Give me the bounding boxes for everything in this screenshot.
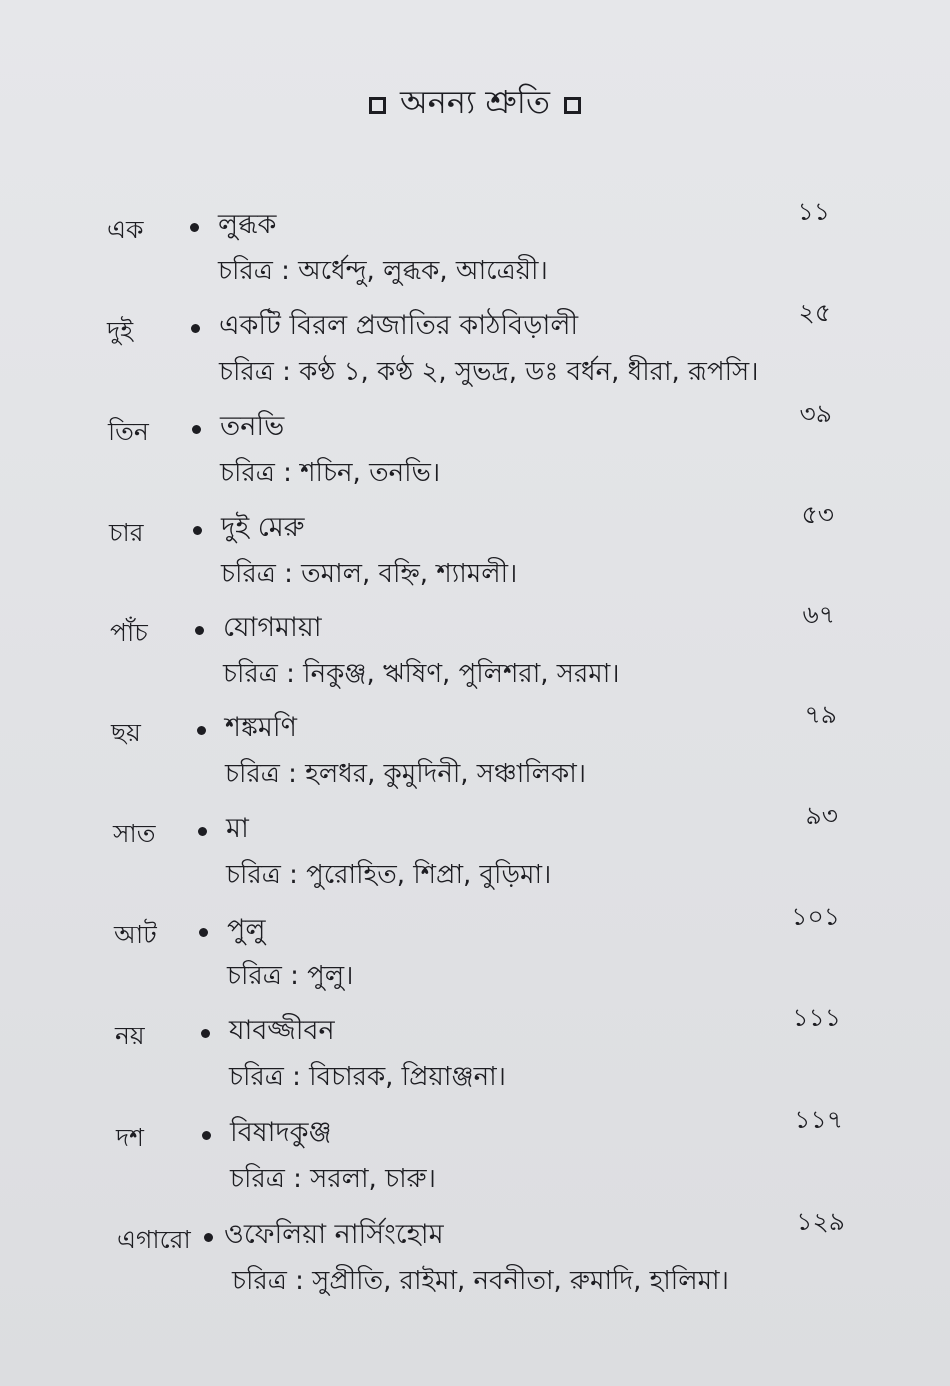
bullet-icon [190,223,199,232]
page-number: ৩৯ [799,399,832,428]
bullet-icon [192,425,201,434]
story-title: একটি বিরল প্রজাতির কাঠবিড়ালী [219,310,579,341]
story-title: শঙ্কমণি [225,712,297,743]
chapter-number: নয় [115,1021,145,1050]
page-number: ১১১ [792,1003,841,1032]
character-list: চরিত্র : তমাল, বহ্নি, শ্যামলী। [221,559,518,589]
page-number: ৫৩ [801,500,834,529]
chapter-number: আট [114,920,157,949]
page-number: ১১৭ [794,1105,843,1134]
chapter-number: তিন [108,417,149,446]
character-list: চরিত্র : সরলা, চারু। [230,1164,436,1194]
page-number: ৭৯ [804,700,837,729]
chapter-number: দুই [107,316,134,345]
square-bullet-icon [564,97,581,114]
bullet-icon [193,526,202,535]
bullet-icon [197,726,206,735]
page-number: ৯৩ [805,801,838,830]
character-list: চরিত্র : হলধর, কুমুদিনী, সঞ্চালিকা। [225,759,587,789]
story-title: যোগমায়া [223,612,322,643]
page-number: ২৫ [798,298,831,327]
character-list: চরিত্র : নিকুঞ্জ, ঋষিণ, পুলিশরা, সরমা। [223,659,620,689]
square-bullet-icon [369,97,386,114]
page-number: ১২৯ [796,1207,845,1236]
bullet-icon [199,928,208,937]
story-title: তনভি [220,411,285,442]
story-title: দুই মেরু [221,512,305,543]
bullet-icon [201,1029,210,1038]
story-title: বিষাদকুঞ্জ [230,1117,332,1148]
toc-title [0,80,950,124]
page-number: ১০১ [791,902,840,931]
chapter-number: এগারো [117,1225,191,1254]
story-title: পুলু [227,914,266,945]
bullet-icon [204,1233,213,1242]
toc-entry [0,1207,950,1323]
story-title: লুব্ধক [218,209,277,240]
chapter-number: চার [109,518,144,547]
chapter-number: এক [107,215,144,244]
story-title: ওফেলিয়া নার্সিংহোম [224,1219,444,1250]
story-title: মা [226,813,249,844]
character-list: চরিত্র : সুপ্রীতি, রাইমা, নবনীতা, রুমাদি, হালিমা। [232,1266,729,1296]
chapter-number: সাত [113,819,156,848]
page-number: ৬৭ [802,600,835,629]
character-list: চরিত্র : অর্ধেন্দু, লুব্ধক, আত্রেয়ী। [218,256,548,286]
chapter-number: পাঁচ [110,618,148,647]
bullet-icon [191,324,200,333]
book-title: অনন্য শ্রুতি [400,83,550,121]
character-list: চরিত্র : পুলু। [227,961,354,991]
story-title: যাবজ্জীবন [229,1015,335,1046]
character-list: চরিত্র : বিচারক, প্রিয়াঞ্জনা। [229,1062,506,1092]
character-list: চরিত্র : পুরোহিত, শিপ্রা, বুড়িমা। [226,860,552,890]
bullet-icon [198,827,207,836]
page-number: ১১ [797,197,830,226]
bullet-icon [195,626,204,635]
chapter-number: দশ [116,1123,144,1152]
character-list: চরিত্র : কণ্ঠ ১, কণ্ঠ ২, সুভদ্র, ডঃ বর্ধন, ধীরা, রূপসি। [219,357,759,387]
chapter-number: ছয় [111,718,141,747]
character-list: চরিত্র : শচিন, তনভি। [220,458,441,488]
bullet-icon [202,1131,211,1140]
